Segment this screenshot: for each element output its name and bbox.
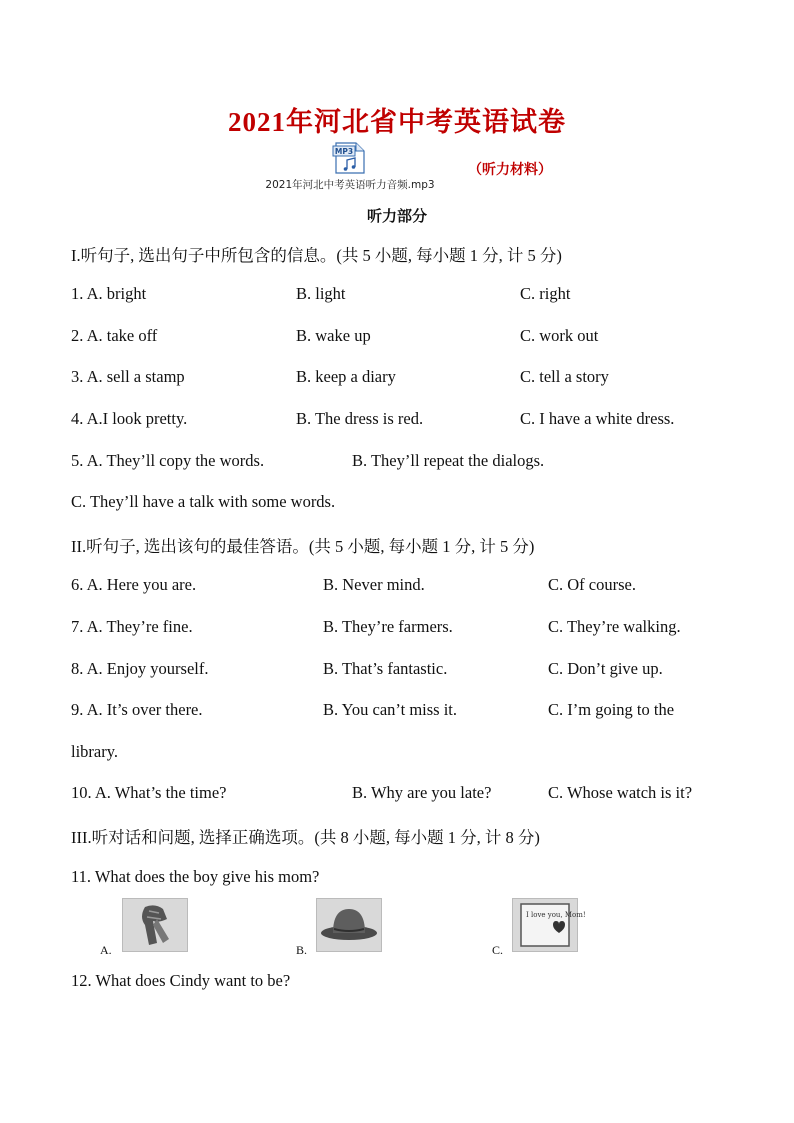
q5-option-a: 5. A. They’ll copy the words.: [71, 451, 265, 470]
q11-question: 11. What does the boy give his mom?: [71, 867, 320, 886]
q1-option-a: 1. A. bright: [71, 284, 147, 303]
q10-option-c: C. Whose watch is it?: [548, 783, 693, 802]
q6-option-c: C. Of course.: [548, 575, 636, 594]
q9-option-a: 9. A. It’s over there.: [71, 700, 203, 719]
q5-option-c: C. They’ll have a talk with some words.: [71, 492, 336, 511]
q3-option-b: B. keep a diary: [296, 367, 396, 386]
attachment-filename[interactable]: 2021年河北中考英语听力音频.mp3: [265, 179, 435, 191]
hat-image: [316, 898, 382, 952]
q3-option-c: C. tell a story: [520, 367, 609, 386]
q4-option-a: 4. A.I look pretty.: [71, 409, 188, 428]
q11-label-b: B.: [296, 943, 308, 957]
q11-label-c: C.: [492, 943, 504, 957]
q2-option-c: C. work out: [520, 326, 599, 345]
mp3-badge-text: MP3: [334, 147, 354, 156]
q11-label-a: A.: [100, 943, 112, 957]
q9-option-c: C. I’m going to the: [548, 700, 675, 719]
card-image: [512, 898, 586, 952]
section-title: 听力部分: [366, 209, 427, 225]
q8-option-a: 8. A. Enjoy yourself.: [71, 659, 209, 678]
q10-option-a: 10. A. What’s the time?: [71, 783, 227, 802]
q6-option-a: 6. A. Here you are.: [71, 575, 197, 594]
q9-option-c-continued: library.: [71, 742, 119, 761]
q3-option-a: 3. A. sell a stamp: [71, 367, 185, 386]
q2-option-b: B. wake up: [296, 326, 371, 345]
q4-option-b: B. The dress is red.: [296, 409, 424, 428]
mp3-file-icon[interactable]: [332, 142, 368, 179]
q1-option-b: B. light: [296, 284, 346, 303]
part1-heading: I.听句子, 选出句子中所包含的信息。(共 5 小题, 每小题 1 分, 计 5 分): [71, 246, 562, 265]
q6-option-b: B. Never mind.: [323, 575, 425, 594]
card-text: I love you, Mom!: [526, 911, 586, 919]
q7-option-c: C. They’re walking.: [548, 617, 681, 636]
q7-option-b: B. They’re farmers.: [323, 617, 453, 636]
q1-option-c: C. right: [520, 284, 571, 303]
attachment[interactable]: [250, 142, 450, 192]
q8-option-c: C. Don’t give up.: [548, 659, 663, 678]
part3-heading: III.听对话和问题, 选择正确选项。(共 8 小题, 每小题 1 分, 计 8 分): [71, 828, 540, 847]
q10-option-b: B. Why are you late?: [352, 783, 492, 802]
scarf-image: [122, 898, 188, 952]
q12-question: 12. What does Cindy want to be?: [71, 971, 291, 990]
exam-title: 2021年河北省中考英语试卷: [228, 107, 566, 137]
q4-option-c: C. I have a white dress.: [520, 409, 675, 428]
q5-option-b: B. They’ll repeat the dialogs.: [352, 451, 545, 470]
q8-option-b: B. That’s fantastic.: [323, 659, 448, 678]
q7-option-a: 7. A. They’re fine.: [71, 617, 193, 636]
listening-material-label: （听力材料）: [468, 163, 552, 178]
q2-option-a: 2. A. take off: [71, 326, 158, 345]
q9-option-b: B. You can’t miss it.: [323, 700, 458, 719]
part2-heading: II.听句子, 选出该句的最佳答语。(共 5 小题, 每小题 1 分, 计 5 分): [71, 537, 535, 556]
